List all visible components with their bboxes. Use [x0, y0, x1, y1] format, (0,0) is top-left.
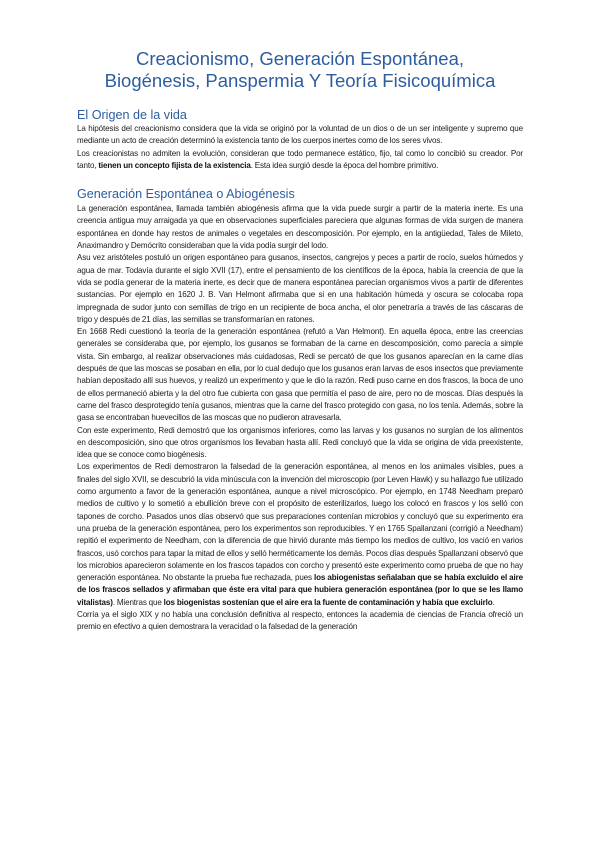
title-line-2: Biogénesis, Panspermia Y Teoría Fisicoquímica — [104, 69, 496, 91]
bold-phrase: los abiogenistas señalaban que se había excluido el aire de los frascos sellados y afirmaban que éste era vital para que hubiera generación espontánea (por lo que se les llamo vitalistas) — [77, 573, 523, 607]
section-origen-de-la-vida — [77, 108, 523, 172]
section-generacion-espontanea — [77, 187, 523, 633]
paragraph: En 1668 Redi cuestionó la teoría de la generación espontánea (refutó a Van Helmont). En aquella época, entre las creencias generales se consideraba que, por ejemplo, los gusanos se formaban de la carne en descomposición, como parecía a simple vista. Sin embargo, al realizar observaciones más cuidadosas, Redi se percató de que los gusanos aparecían en la carne días después de que las moscas se posaban en ella, por lo cual dedujo que los gusanos eran larvas de esos insectos que previamente habían depositado allí sus huevos, y realizó un experimento y que le dio la razón. Redi puso carne en dos frascos, la boca de uno de ellos permaneció abierta y la del otro fue cubierta con gasa que permitía el paso de aire, pero no de moscas. Días después la carne del frasco desprotegido tenía gusanos, mientras que la carne del frasco protegido con gasa, no los tenía. Además, sobre la gasa se encontraban huevecillos de las moscas que no pudieron atravesarla. — [77, 327, 523, 423]
paragraph: La generación espontánea, llamada también abiogénesis afirma que la vida puede surgir a partir de la materia inerte. Es una creencia antigua muy arraigada ya que en observaciones superficiales pareciera que algunas formas de vida surgen de manera espontánea en donde hay restos de animales o vegetales en descomposición. Por ejemplo, en la antigüedad, Tales de Mileto, Anaximandro y Demócrito consideraban que la vida podía surgir del lodo. — [77, 204, 523, 251]
bold-phrase: los biogenistas sostenían que el aire era la fuente de contaminación y había que excluirlo — [163, 597, 493, 607]
paragraph: Con este experimento, Redi demostró que los organismos inferiores, como las larvas y los gusanos no surgían de los alimentos en descomposición, sino que otros organismos los llevaban hasta allí. Redi concluyó que la vida se origina de vida preexistente, idea que se conoce como biogénesis. — [77, 425, 523, 460]
document-title — [77, 48, 523, 91]
title-line-1: Creacionismo, Generación Espontánea, — [135, 48, 465, 69]
paragraph: La hipótesis del creacionismo considera que la vida se originó por la voluntad de un dios o de un ser inteligente y supremo que mediante un acto de creación determinó la existencia tanto de los cuerpos inertes como de los seres vivos. — [77, 124, 523, 146]
section-heading: El Origen de la vida — [77, 108, 187, 122]
paragraph: Los experimentos de Redi demostraron la falsedad de la generación espontánea, al menos en los animales visibles, pues a finales del siglo XVII, se descubrió la vida minúscula con la invención del microscopio (por Leven Hawk) y su hallazgo fue utilizado como argumento a favor de la generación espontánea, aunque a nivel microscópico. Por ejemplo, en 1748 Needham preparó medios de cultivo y lo sometió a ebullición breve con el propósito de esterilizarlos, luego los colocó en frascos y los selló con tapones de corcho. Pasados unos días observó que sus preparaciones contenían microbios y concluyó que su experimento era una prueba de la generación espontánea, pero los experimentos son reproducibles. Y en 1765 Spallanzani (corrigió a Needham) repitió el experimento de Needham, con la diferencia de que hirvió durante más tiempo los medios de cultivo, los vació en varios frascos, usó corchos para tapar la mitad de ellos y selló herméticamente los demás. Pocos días después Spallanzani observó que los microbios aparecieron solamente en los frascos tapados con corcho y presentó este experimento como prueba de que no hay generación espontánea. No obstante la prueba fue rechazada, pues los abiogenistas señalaban que se había excluido el aire de los frascos sellados y afirmaban que éste era vital para que hubiera generación espontánea (por lo que se les llamo vitalistas). Mientras que los biogenistas sostenían que el aire era la fuente de contaminación y había que excluirlo. — [77, 462, 523, 607]
bold-phrase: tienen un concepto fijista de la existencia — [98, 160, 251, 170]
section-heading: Generación Espontánea o Abiogénesis — [77, 187, 295, 202]
paragraph: Los creacionistas no admiten la evolución, consideran que todo permanece estático, fijo, tal como lo concibió su creador. Por tanto, tienen un concepto fijista de la existencia. Esta idea surgió desde la época del hombre primitivo. — [77, 148, 523, 170]
paragraph: Corría ya el siglo XIX y no había una conclusión definitiva al respecto, entonces la academia de ciencias de Francia ofreció un premio en efectivo a quien demostrara la veracidad o la falsedad de la generación — [77, 609, 523, 632]
paragraph: Asu vez aristóteles postuló un origen espontáneo para gusanos, insectos, cangrejos y peces a partir de rocío, suelos húmedos y agua de mar. Todavía durante el siglo XVII (17), entre el pensamiento de los científicos de la época, había la creencia de que la vida se podía generar de la materia inerte, es decir que de manera espontánea parecían organismos vivos a partir de diferentes sustancias. Por ejemplo en 1620 J. B. Van Helmont afirmaba que si en una habitación húmeda y oscura se colocaba ropa impregnada de sudor junto con semillas de trigo en un recipiente de boca ancha, el olor penetraría a través de las cáscaras de trigo y después de 21 días, las semillas se transformarían en ratones. — [77, 253, 523, 324]
